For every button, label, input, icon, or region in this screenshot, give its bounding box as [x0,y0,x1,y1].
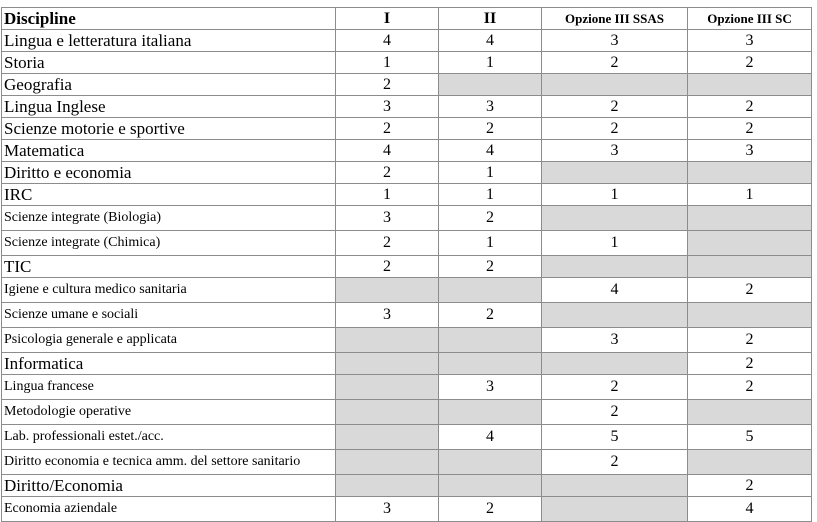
hours-cell: 2 [688,475,812,497]
hours-cell: 2 [336,118,439,140]
table-row [2,400,812,425]
hours-cell: 2 [542,52,688,74]
hours-cell [336,450,439,475]
hours-cell: 2 [336,256,439,278]
hours-cell [542,256,688,278]
hours-cell [542,74,688,96]
subject-name: Scienze motorie e sportive [2,118,336,140]
hours-cell: 1 [336,52,439,74]
subject-name: Lingua francese [2,375,336,400]
hours-cell: 2 [439,497,542,522]
subject-name: Diritto economia e tecnica amm. del settore sanitario [2,450,336,475]
table-row [2,475,812,497]
hours-cell [542,206,688,231]
header-col-4: Opzione III SC [688,8,812,30]
hours-cell: 2 [439,256,542,278]
hours-cell: 5 [542,425,688,450]
hours-cell [688,450,812,475]
subject-name: Diritto e economia [2,162,336,184]
subject-name: Scienze umane e sociali [2,303,336,328]
hours-cell [439,400,542,425]
table-row [2,184,812,206]
hours-cell [688,256,812,278]
subject-name: IRC [2,184,336,206]
hours-cell: 5 [688,425,812,450]
hours-cell: 2 [688,96,812,118]
hours-cell: 2 [688,328,812,353]
table-row [2,450,812,475]
subject-name: Informatica [2,353,336,375]
table-row [2,256,812,278]
hours-cell: 3 [688,140,812,162]
table-row [2,52,812,74]
subject-name: Economia aziendale [2,497,336,522]
hours-cell [688,162,812,184]
subject-name: Storia [2,52,336,74]
subject-name: Scienze integrate (Biologia) [2,206,336,231]
table-row [2,140,812,162]
hours-cell: 2 [336,74,439,96]
hours-cell: 2 [688,278,812,303]
hours-cell [336,375,439,400]
hours-cell: 2 [542,118,688,140]
hours-cell [439,475,542,497]
hours-cell [542,303,688,328]
header-discipline: Discipline [2,8,336,30]
hours-cell: 2 [336,162,439,184]
table-row [2,328,812,353]
hours-cell: 4 [439,30,542,52]
hours-cell: 1 [439,52,542,74]
hours-cell: 2 [688,52,812,74]
hours-cell [688,303,812,328]
hours-cell: 2 [542,375,688,400]
hours-cell: 2 [439,206,542,231]
table-row [2,30,812,52]
hours-cell: 3 [542,140,688,162]
subject-name: Matematica [2,140,336,162]
hours-cell: 3 [542,30,688,52]
hours-cell: 1 [336,184,439,206]
table-row [2,375,812,400]
hours-cell [336,353,439,375]
hours-cell: 4 [439,140,542,162]
table-row [2,118,812,140]
hours-table [1,7,812,522]
hours-cell [336,400,439,425]
hours-cell: 2 [439,118,542,140]
hours-cell: 4 [439,425,542,450]
table-row [2,96,812,118]
table-row [2,231,812,256]
hours-cell: 1 [542,231,688,256]
hours-cell: 1 [542,184,688,206]
hours-cell [439,450,542,475]
hours-cell: 3 [336,303,439,328]
header-row [2,8,812,30]
hours-cell: 4 [542,278,688,303]
hours-cell: 2 [439,303,542,328]
subject-name: Igiene e cultura medico sanitaria [2,278,336,303]
header-col-2: II [439,8,542,30]
hours-cell [439,278,542,303]
hours-cell: 3 [439,375,542,400]
subject-name: Metodologie operative [2,400,336,425]
hours-cell [688,400,812,425]
hours-cell [439,353,542,375]
table-row [2,353,812,375]
hours-cell: 1 [688,184,812,206]
hours-cell [688,206,812,231]
hours-cell: 3 [542,328,688,353]
table-row [2,497,812,522]
hours-cell [336,328,439,353]
subject-name: Lab. professionali estet./acc. [2,425,336,450]
header-col-1: I [336,8,439,30]
subject-name: Lingua Inglese [2,96,336,118]
hours-cell: 1 [439,162,542,184]
subject-name: Diritto/Economia [2,475,336,497]
hours-cell: 2 [688,353,812,375]
hours-cell: 2 [336,231,439,256]
hours-cell [542,162,688,184]
hours-cell [336,475,439,497]
table-row [2,425,812,450]
hours-cell: 3 [336,497,439,522]
hours-cell [336,278,439,303]
hours-cell [542,475,688,497]
hours-cell: 4 [336,140,439,162]
hours-cell: 2 [688,375,812,400]
hours-cell: 3 [336,96,439,118]
hours-cell [542,353,688,375]
subject-name: TIC [2,256,336,278]
table-body [2,30,812,522]
subject-name: Psicologia generale e applicata [2,328,336,353]
hours-cell: 3 [336,206,439,231]
hours-cell [439,328,542,353]
table-row [2,206,812,231]
table-row [2,74,812,96]
hours-cell: 2 [688,118,812,140]
hours-cell: 4 [336,30,439,52]
hours-cell [688,231,812,256]
hours-cell: 3 [439,96,542,118]
hours-cell: 4 [688,497,812,522]
hours-cell: 3 [688,30,812,52]
hours-cell: 2 [542,450,688,475]
hours-cell [336,425,439,450]
hours-cell: 2 [542,400,688,425]
hours-cell: 2 [542,96,688,118]
hours-cell [542,497,688,522]
table-row [2,303,812,328]
subject-name: Lingua e letteratura italiana [2,30,336,52]
subject-name: Geografia [2,74,336,96]
table-row [2,278,812,303]
hours-cell: 1 [439,231,542,256]
hours-cell: 1 [439,184,542,206]
subject-name: Scienze integrate (Chimica) [2,231,336,256]
hours-cell [439,74,542,96]
hours-cell [688,74,812,96]
header-col-3: Opzione III SSAS [542,8,688,30]
table-row [2,162,812,184]
